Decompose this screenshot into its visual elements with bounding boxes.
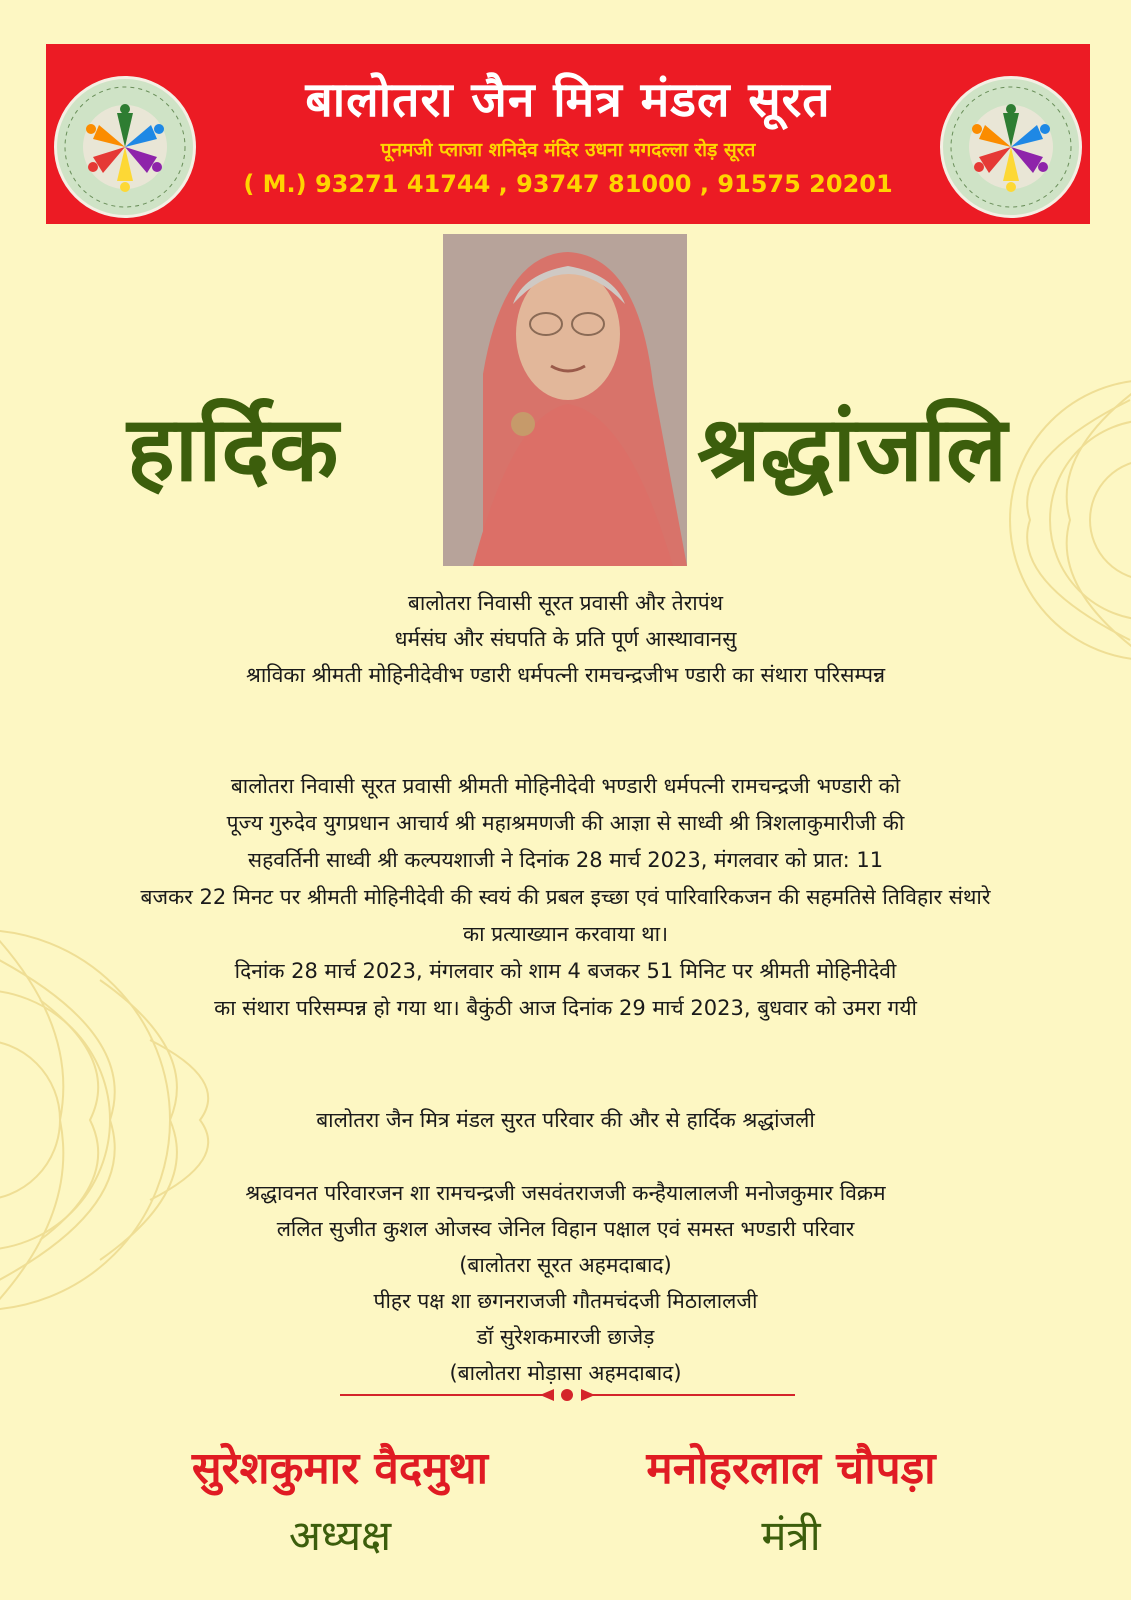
family-line: श्रद्धावनत परिवारजन शा रामचन्द्रजी जसवंतराजजी कन्हैयालालजी मनोजकुमार विक्रम <box>245 1181 886 1205</box>
signature-name: सुरेशकुमार वैदमुथा <box>191 1443 489 1494</box>
family-line: (बालोतरा सूरत अहमदाबाद) <box>459 1253 672 1277</box>
portrait-illustration <box>443 234 687 566</box>
story-line: बजकर 22 मिनट पर श्रीमती मोहिनीदेवी की स्वयं की प्रबल इच्छा एवं पारिवारिकजन की सहमतिसे तिविहार संथारे <box>140 885 991 909</box>
intro-text <box>0 585 1131 693</box>
ornamental-divider <box>340 1388 795 1402</box>
intro-line: श्राविका श्रीमती मोहिनीदेवीभ ण्डारी धर्मपत्नी रामचन्द्रजीभ ण्डारी का संथारा परिसम्पन्न <box>245 663 886 687</box>
organization-logo <box>940 76 1082 218</box>
story-text <box>0 768 1131 1027</box>
family-line: ललित सुजीत कुशल ओजस्व जेनिल विहान पक्षाल एवं समस्त भण्डारी परिवार <box>276 1217 855 1241</box>
organization-phones: ( M.) 93271 41744 , 93747 81000 , 91575 20201 <box>243 170 893 198</box>
header-banner <box>46 44 1090 224</box>
condolence-message <box>0 1102 1131 1138</box>
people-circle-icon <box>943 79 1079 215</box>
family-line: डॉ सुरेशकमारजी छाजेड़ <box>476 1325 655 1349</box>
signature-president <box>130 1436 550 1563</box>
heading-hardik: हार्दिक <box>127 397 339 502</box>
family-line: पीहर पक्ष शा छगनराजजी गौतमचंदजी मिठालालजी <box>373 1289 758 1313</box>
story-line: बालोतरा निवासी सूरत प्रवासी श्रीमती मोहिनीदेवी भण्डारी धर्मपत्नी रामचन्द्रजी भण्डारी को <box>230 774 901 798</box>
signature-role: मंत्री <box>761 1511 821 1560</box>
organization-name: बालोतरा जैन मित्र मंडल सूरत <box>305 72 831 128</box>
signature-name: मनोहरलाल चौपड़ा <box>646 1443 936 1494</box>
story-line: सहवर्तिनी साध्वी श्री कल्पयशाजी ने दिनांक 28 मार्च 2023, मंगलवार को प्रात: 11 <box>247 848 884 872</box>
intro-line: धर्मसंघ और संघपति के प्रति पूर्ण आस्थावानसु <box>394 627 737 651</box>
family-list <box>0 1175 1131 1391</box>
signature-role: अध्यक्ष <box>288 1511 392 1560</box>
story-line: दिनांक 28 मार्च 2023, मंगलवार को शाम 4 बजकर 51 मिनिट पर श्रीमती मोहिनीदेवी <box>234 959 897 983</box>
family-line: (बालोतरा मोड़ासा अहमदाबाद) <box>449 1361 682 1385</box>
story-line: पूज्य गुरुदेव युगप्रधान आचार्य श्री महाश्रमणजी की आज्ञा से साध्वी श्री त्रिशलाकुमारीजी की <box>226 811 905 835</box>
story-line: का प्रत्याख्यान करवाया था। <box>462 922 669 946</box>
heading-shraddhanjali: श्रद्धांजलि <box>697 397 1008 502</box>
organization-address: पूनमजी प्लाजा शनिदेव मंदिर उधना मगदल्ला रोड़ सूरत <box>380 139 756 161</box>
portrait-photo <box>443 234 687 566</box>
condolence-line: बालोतरा जैन मित्र मंडल सुरत परिवार की और से हार्दिक श्रद्धांजली <box>316 1108 815 1132</box>
intro-line: बालोतरा निवासी सूरत प्रवासी और तेरापंथ <box>407 591 724 615</box>
signature-secretary <box>581 1436 1001 1563</box>
story-line: का संथारा परिसम्पन्न हो गया था। बैकुंठी आज दिनांक 29 मार्च 2023, बुधवार को उमरा गयी <box>214 996 917 1020</box>
